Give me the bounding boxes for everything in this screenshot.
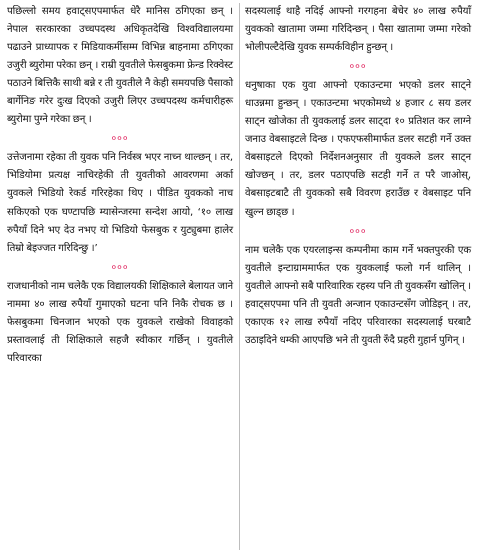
right-column: [245, 3, 471, 550]
paragraph: सदस्यलाई थाहै नदिई आफ्नो गरगहना बेचेर ४० लाख रुपैयाँ युवकको खातामा जम्मा गरिदिन्छन् । पैसा खातामा जम्मा गरेको भोलीपल्टैदेखि युवक सम्पर्कविहीन हुन्छन् ।: [245, 6, 471, 54]
section-separator: ०००: [349, 62, 367, 73]
section-separator: ०००: [111, 262, 129, 273]
paragraph: राजधानीको नाम चलेकै एक विद्यालयकी शिक्षिकाले बेलायत जाने नाममा ४० लाख रुपैयाँ गुमाएको घटना पनि निकै रोचक छ । फेसबुकमा चिनजान भएको एक युवकले राखेको विवाहको प्रस्तावलाई ती शिक्षिकाले सहजै स्वीकार गर्छिन् । युवतीले परिवारका: [7, 280, 233, 364]
paragraph: उत्तेजनामा रहेका ती युवक पनि निर्वस्त्र भएर नाच्न थाल्छन् । तर, भिडियोमा प्रत्यक्ष नाचिरहेकी ती युवतीको आवरणमा अर्का युवकले भिडियो रेकर्ड गरिरहेका थिए । पीडित युवकको नाच सकिएको एक घण्टापछि म्यासेन्जरमा सन्देश आयो, ‘१० लाख रुपैयाँ दिने भए देउ नभए यो भिडियो फेसबुक र युट्युबमा हालेर तिम्रो बेइज्जत गरिदिन्छु ।’: [7, 152, 233, 254]
paragraph: पछिल्लो समय हवाट्सएपमार्फत धेरै मानिस ठगिएका छन् । नेपाल सरकारका उच्चपदस्थ अधिकृतदेखि विश्वविद्यालयमा पढाउने प्राध्यापक र मिडियाकर्मीसम्म विभिन्न बाहनामा ठगिएका उजुरी ब्युरोमा परेका छन् । राम्री युवतीले फेसबुकमा फ्रेन्ड रिक्वेस्ट पठाउने बित्तिकै साथी बन्ने र ती युवतीले नै केही समयपछि पैसाको बार्गेनिङ गरेर दुःख दिएको उजुरी लिएर उच्चपदस्थ कर्मचारीहरू ब्युरोमा पुग्ने गरेका छन् ।: [7, 6, 233, 126]
article-columns: [7, 3, 471, 550]
section-separator: ०००: [111, 134, 129, 145]
column-divider: [239, 3, 240, 550]
section-separator: ०००: [349, 226, 367, 237]
paragraph: धनुषाका एक युवा आफ्नो एकाउन्टमा भएको डलर साट्ने धाउन्नमा हुन्छन् । एकाउन्टमा भएकोमध्ये ४ हजार ८ सय डलर साट्न खोजेका ती युवकलाई डलर साट्दा १० प्रतिशत कर लाग्ने जनाउ वेबसाइटले दिन्छ । एफएफसीमार्फत डलर सटही गर्ने उक्त वेबसाइटले दिएको निर्देशनअनुसार ती युवकले डलर साट्न खोज्छन् । तर, डलर पठाएपछि सटही गर्ने त परै जाओस्, वेबसाइटबाटै ती युवकको सबै विवरण हराउँछ र वेबसाइट पनि खुल्न छाड्छ ।: [245, 80, 471, 218]
paragraph: नाम चलेकै एक एयरलाइन्स कम्पनीमा काम गर्ने भक्तपुरकी एक युवतीले इन्टाग्राममार्फत एक युवकलाई फलो गर्न थालिन् । युवतीले आफ्नो सबै पारिवारिक रहस्य पनि ती युवकसँग खोलिन् । हवाट्सएपमा पनि ती युवती अन्जान एकाउन्टसँग जोडिइन् । तर, एकाएक १२ लाख रुपैयाँ नदिए परिवारका सदस्यलाई घरबाटै उठाइदिने धम्की आएपछि भने ती युवती रुँदै प्रहरी गुहार्न पुगिन् ।: [245, 244, 471, 346]
left-column: [7, 3, 233, 550]
